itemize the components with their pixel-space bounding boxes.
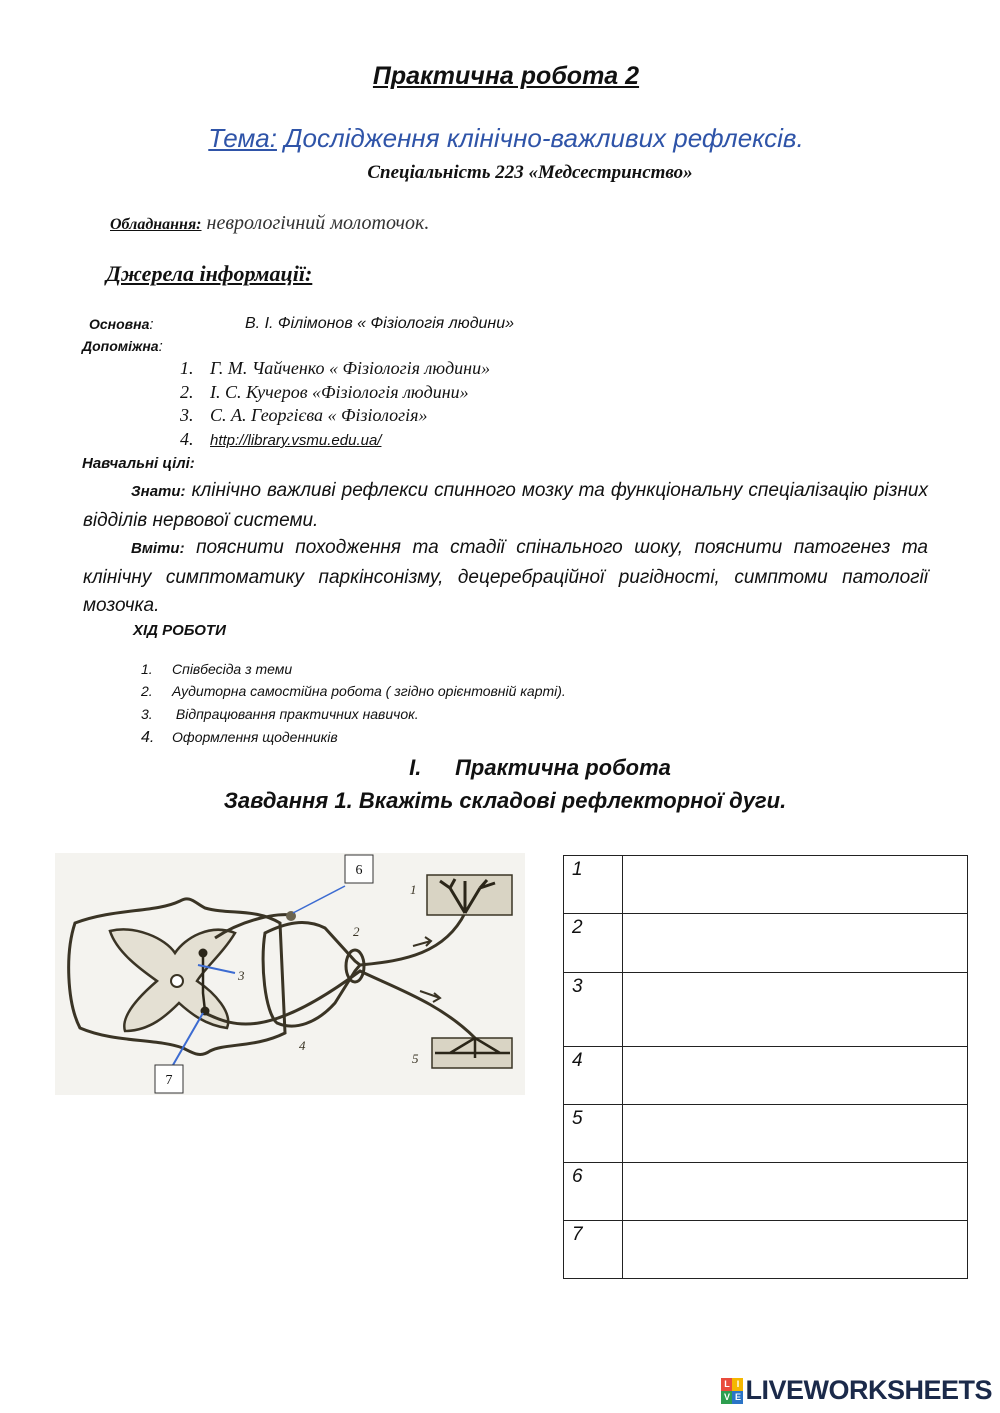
know-paragraph	[83, 477, 928, 535]
table-row	[564, 1163, 968, 1221]
speciality-line: Спеціальність 223 «Медсестринство»	[367, 162, 693, 183]
know-text: клінічно важливі рефлекси спинного мозку та функціональну спеціалізацію різних відділів нервової системи.	[83, 480, 928, 531]
aux-source-num: 1.	[180, 358, 194, 378]
answer-cell[interactable]	[623, 1047, 968, 1105]
aux-source-item	[180, 382, 469, 403]
logo-letter: V	[721, 1391, 732, 1404]
diagram-label-1: 1	[410, 882, 417, 897]
answer-cell[interactable]	[623, 856, 968, 914]
row-number: 4	[564, 1047, 623, 1105]
can-label: Вміти:	[131, 540, 185, 557]
step-item	[141, 683, 566, 699]
row-number: 5	[564, 1105, 623, 1163]
answer-cell[interactable]	[623, 1221, 968, 1279]
answer-table	[563, 855, 968, 1279]
receptor-skin	[427, 875, 512, 915]
equipment-value: неврологічний молоточок.	[201, 212, 430, 234]
step-text: Аудиторна самостійна робота ( згідно орієнтовній карті).	[172, 683, 566, 699]
answer-cell[interactable]	[623, 1105, 968, 1163]
section-heading	[0, 755, 1000, 781]
can-text: пояснити походження та стадії спінального шоку, пояснити патогенез та клінічну симптоматику паркінсонізму, децеребраційної ригідності, симптоми патології мозочка.	[83, 537, 928, 616]
step-num: 4.	[141, 729, 155, 746]
step-num: 2.	[141, 683, 153, 699]
row-number: 6	[564, 1163, 623, 1221]
table-row	[564, 914, 968, 973]
diagram-box-6-label: 6	[355, 863, 363, 878]
sources-heading: Джерела інформації:	[106, 261, 313, 286]
answer-cell[interactable]	[623, 1163, 968, 1221]
logo-letter: L	[721, 1378, 732, 1391]
logo-letter: E	[732, 1391, 743, 1404]
table-row	[564, 1105, 968, 1163]
liveworksheets-wordmark: LIVEWORKSHEETS	[745, 1375, 992, 1405]
liveworksheets-brand	[721, 1375, 992, 1406]
diagram-label-4: 4	[299, 1038, 306, 1053]
aux-source-item	[180, 405, 428, 426]
main-source-label-line	[89, 316, 154, 334]
main-source-label: Основна	[89, 316, 150, 332]
reflex-arc-diagram	[55, 853, 525, 1095]
equipment-line	[110, 212, 429, 235]
aux-source-colon: :	[158, 338, 163, 355]
aux-source-text: Г. М. Чайченко « Фізіологія людини»	[210, 358, 491, 378]
answer-cell[interactable]	[623, 914, 968, 973]
diagram-box-7-label: 7	[165, 1073, 173, 1088]
aux-source-label-line	[82, 338, 163, 356]
step-item	[141, 729, 338, 747]
table-row	[564, 1221, 968, 1279]
library-link[interactable]: http://library.vsmu.edu.ua/	[210, 432, 382, 449]
step-num: 1.	[141, 661, 153, 677]
row-number: 3	[564, 973, 623, 1047]
diagram-label-2: 2	[353, 924, 360, 939]
diagram-label-3: 3	[238, 968, 245, 983]
row-number: 1	[564, 856, 623, 914]
step-num: 3.	[141, 706, 153, 722]
row-number: 2	[564, 914, 623, 973]
liveworksheets-logo-icon	[721, 1378, 743, 1404]
table-row	[564, 856, 968, 914]
main-source-colon: :	[149, 316, 154, 333]
diagram-label-5: 5	[412, 1051, 419, 1066]
aux-source-item	[180, 358, 490, 379]
aux-source-num: 2.	[180, 382, 194, 402]
know-label: Знати:	[131, 483, 186, 500]
row-number: 7	[564, 1221, 623, 1279]
task-heading: Завдання 1. Вкажіть складові рефлекторної дуги.	[223, 788, 787, 813]
aux-source-num: 3.	[180, 405, 194, 425]
main-source-value: В. І. Філімонов « Фізіологія людини»	[245, 315, 515, 332]
aux-source-item	[180, 429, 381, 450]
page-title: Практична робота 2	[372, 62, 640, 90]
table-row	[564, 1047, 968, 1105]
step-text: Оформлення щоденників	[172, 729, 338, 745]
can-paragraph	[83, 534, 928, 621]
central-canal	[171, 975, 183, 987]
aux-source-label: Допоміжна	[82, 338, 159, 354]
topic-line	[0, 123, 1000, 154]
goals-heading: Навчальні цілі:	[82, 455, 195, 472]
answer-cell[interactable]	[623, 973, 968, 1047]
table-row	[564, 973, 968, 1047]
topic-label: Тема:	[208, 123, 277, 153]
section-text: Практична робота	[455, 755, 671, 780]
aux-source-text: С. А. Георгієва « Фізіологія»	[210, 405, 428, 425]
steps-heading: ХІД РОБОТИ	[133, 622, 226, 639]
step-text: Відпрацювання практичних навичок.	[172, 706, 419, 722]
section-num: I.	[409, 755, 422, 780]
aux-source-num: 4.	[180, 429, 194, 449]
logo-letter: I	[732, 1378, 743, 1391]
equipment-label: Обладнання:	[110, 216, 202, 233]
step-item	[141, 706, 419, 722]
step-item	[141, 661, 292, 677]
topic-text: Дослідження клінічно-важливих рефлексів.	[276, 123, 804, 153]
aux-source-text: І. С. Кучеров «Фізіологія людини»	[210, 382, 469, 402]
step-text: Співбесіда з теми	[172, 661, 293, 677]
